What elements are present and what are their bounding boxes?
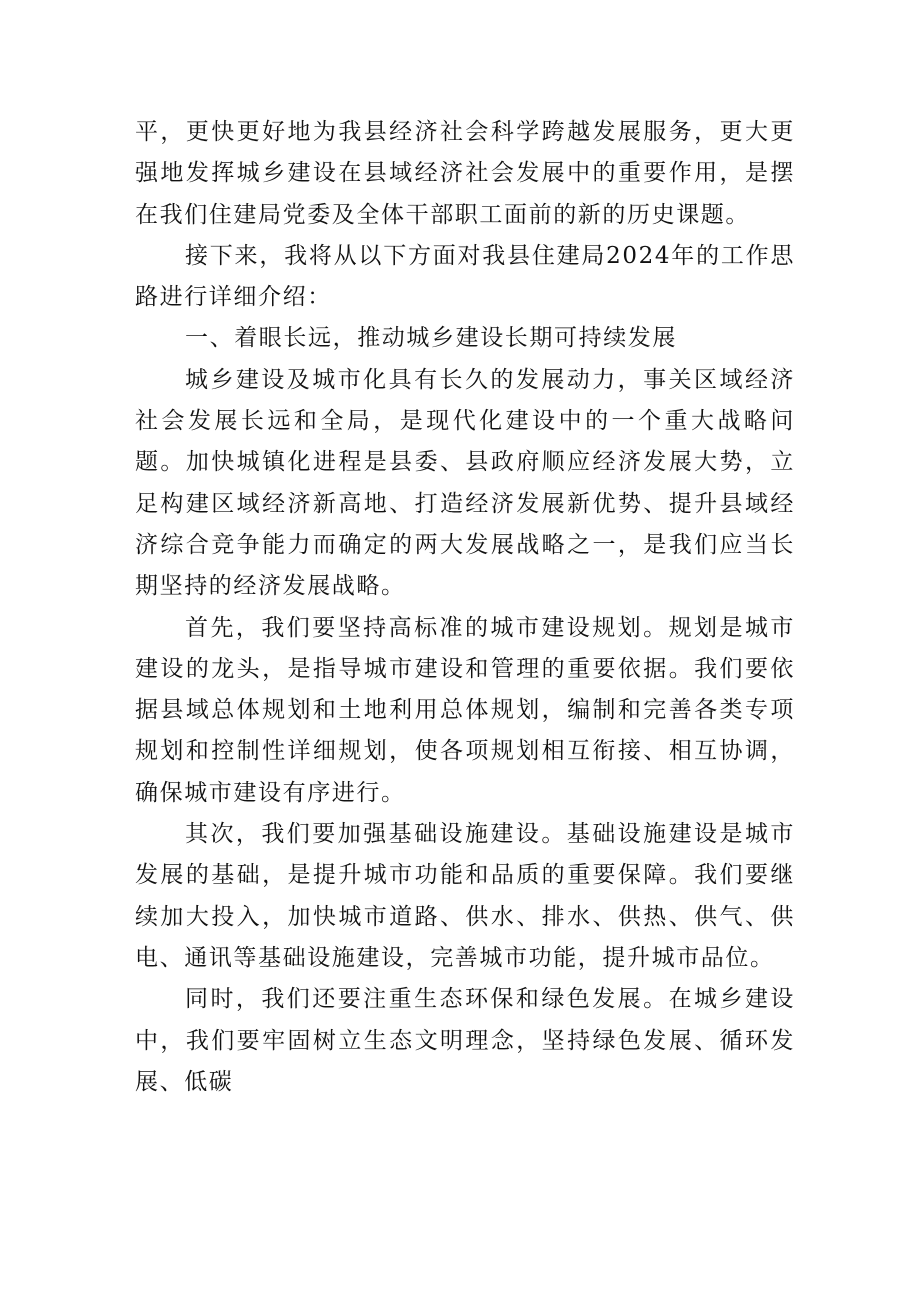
paragraph-intro: 接下来，我将从以下方面对我县住建局2024年的工作思路进行详细介绍：	[135, 242, 795, 311]
document-body	[135, 112, 795, 1103]
paragraph-ecology: 同时，我们还要注重生态环保和绿色发展。在城乡建设中，我们要牢固树立生态文明理念，坚持绿色发展、循环发展、低碳	[135, 986, 795, 1095]
paragraph-planning: 首先，我们要坚持高标准的城市建设规划。规划是城市建设的龙头，是指导城市建设和管理的重要依据。我们要依据县域总体规划和土地利用总体规划，编制和完善各类专项规划和控制性详细规划，使各项规划相互衔接、相互协调，确保城市建设有序进行。	[135, 614, 795, 806]
section-heading: 一、着眼长远，推动城乡建设长期可持续发展	[185, 325, 677, 352]
paragraph-strategy: 城乡建设及城市化具有长久的发展动力，事关区域经济社会发展长远和全局，是现代化建设中的一个重大战略问题。加快城镇化进程是县委、县政府顺应经济发展大势，立足构建区域经济新高地、打造经济发展新优势、提升县域经济综合竞争能力而确定的两大发展战略之一，是我们应当长期坚持的经济发展战略。	[135, 366, 795, 600]
paragraph-continuation: 平，更快更好地为我县经济社会科学跨越发展服务，更大更强地发挥城乡建设在县域经济社会发展中的重要作用，是摆在我们住建局党委及全体干部职工面前的新的历史课题。	[135, 119, 795, 228]
paragraph-infrastructure: 其次，我们要加强基础设施建设。基础设施建设是城市发展的基础，是提升城市功能和品质的重要保障。我们要继续加大投入，加快城市道路、供水、排水、供热、供气、供电、通讯等基础设施建设，完善城市功能，提升城市品位。	[135, 821, 795, 971]
